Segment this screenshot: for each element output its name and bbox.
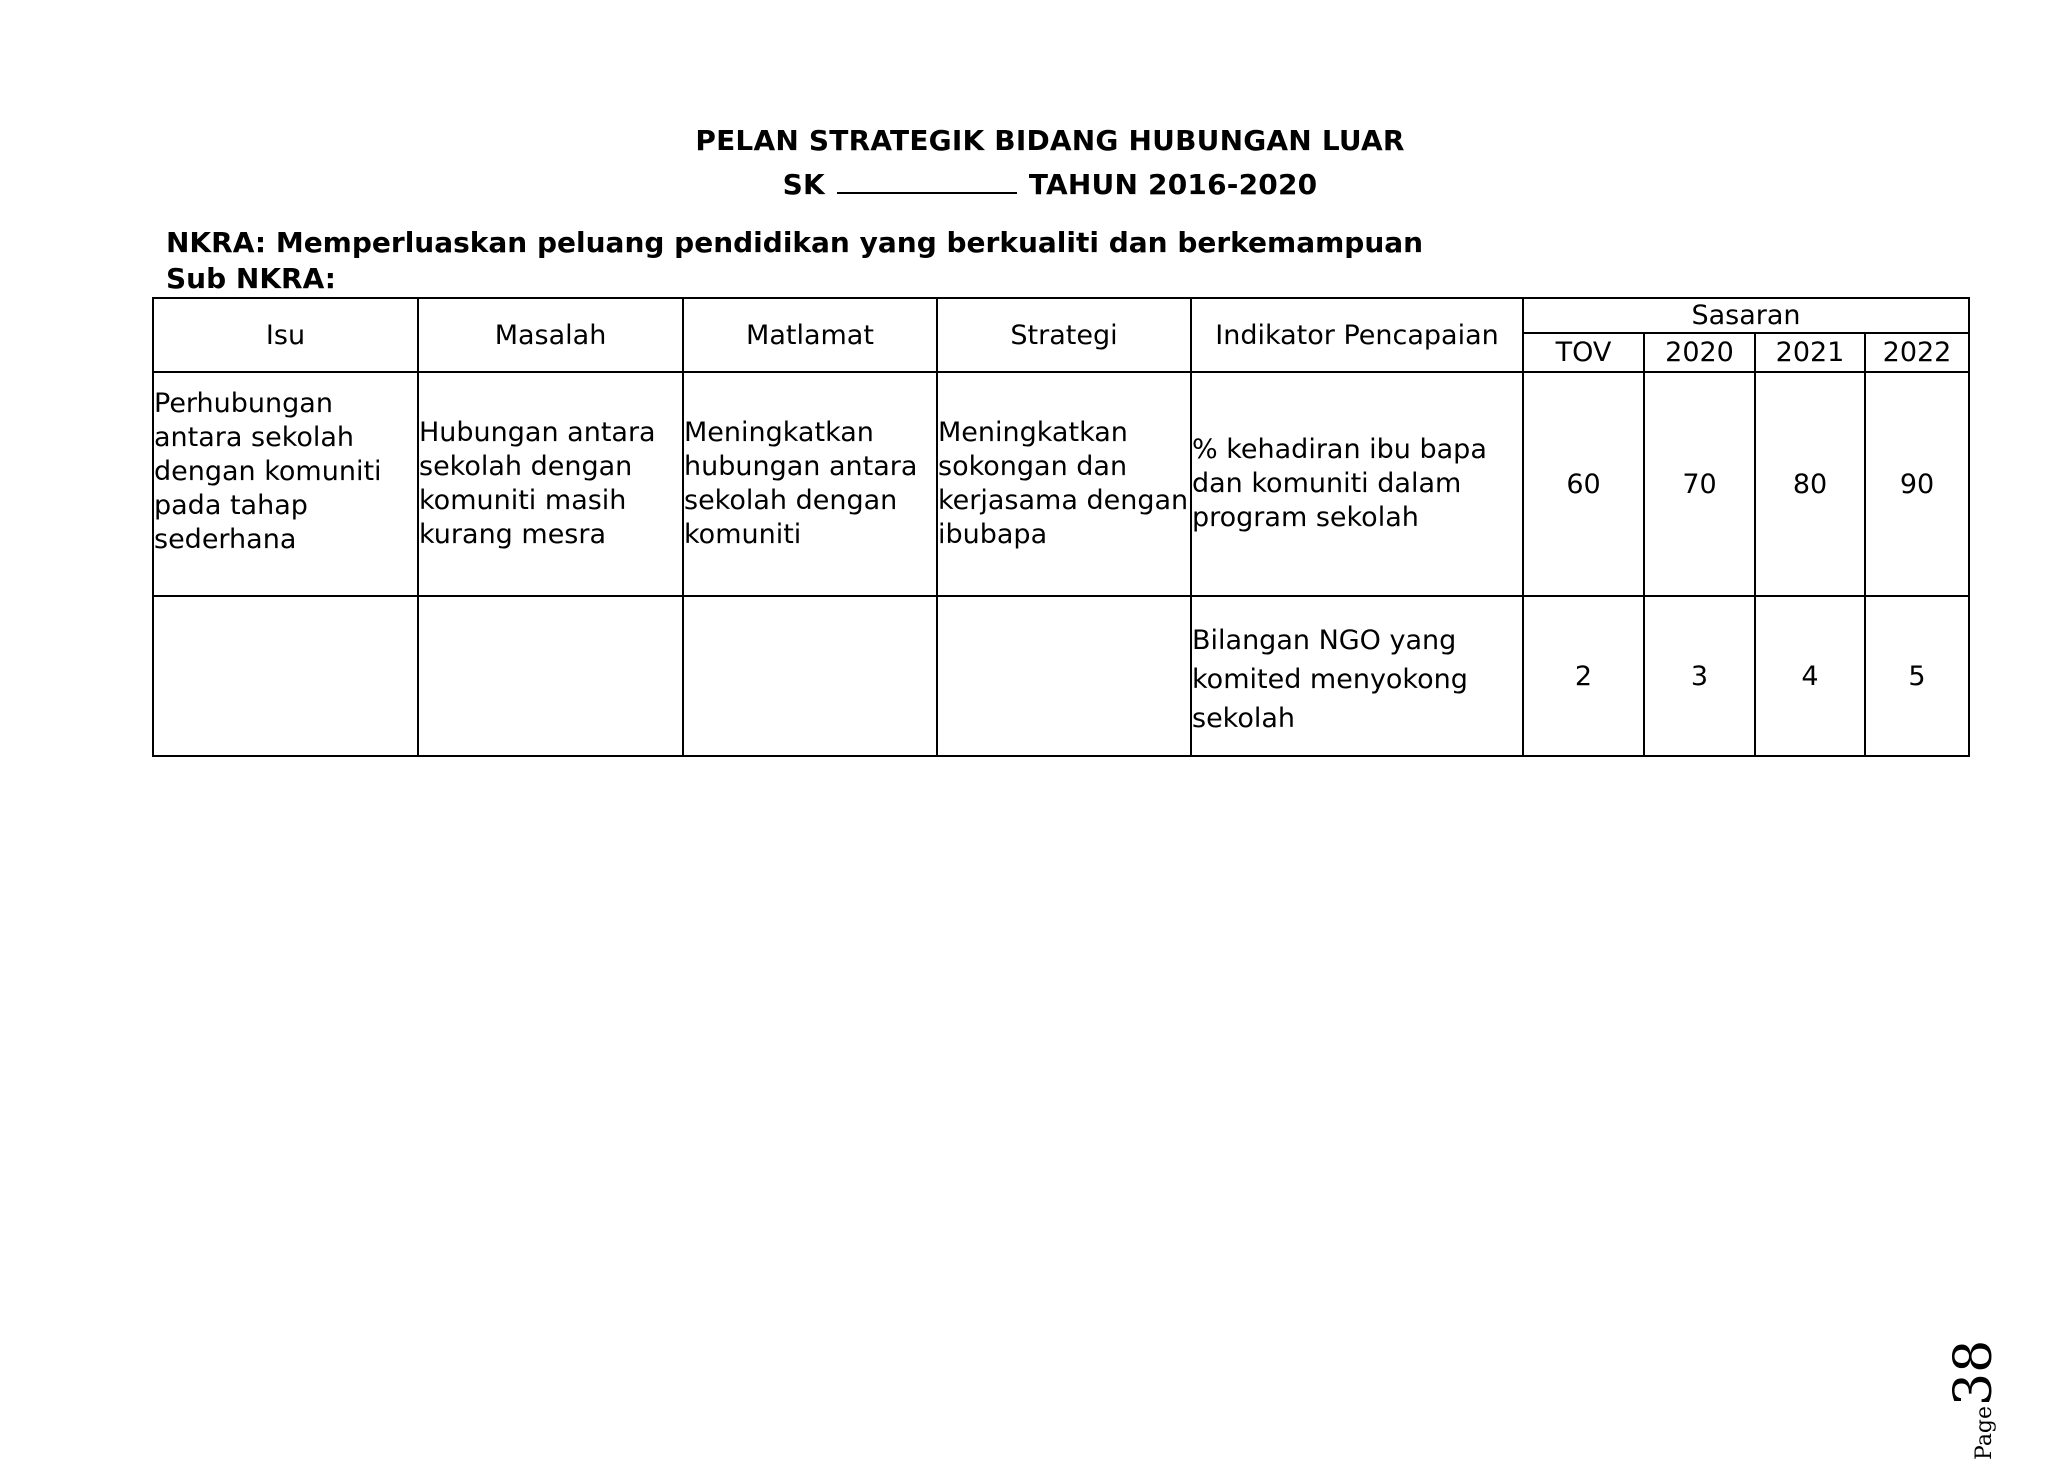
school-name-blank [837, 170, 1017, 194]
cell-target-2021: 4 [1755, 596, 1865, 756]
table-row [153, 596, 1969, 756]
col-header-sasaran: Sasaran [1523, 298, 1969, 333]
cell-target-2022: 90 [1865, 372, 1969, 596]
cell-strategi [937, 596, 1191, 756]
col-header-matlamat: Matlamat [683, 298, 937, 372]
col-header-2022: 2022 [1865, 333, 1969, 372]
cell-target-2021: 80 [1755, 372, 1865, 596]
cell-matlamat: Meningkatkan hubungan antara sekolah dengan komuniti [683, 372, 937, 596]
table-row [153, 372, 1969, 596]
cell-isu: Perhubungan antara sekolah dengan komuniti pada tahap sederhana [153, 372, 418, 596]
document-title: PELAN STRATEGIK BIDANG HUBUNGAN LUAR [695, 124, 1405, 157]
col-header-tov: TOV [1523, 333, 1644, 372]
cell-target-2020: 3 [1644, 596, 1755, 756]
document-subtitle [0, 168, 2048, 201]
page-number-label [1944, 1339, 2048, 1460]
col-header-strategi: Strategi [937, 298, 1191, 372]
cell-target-2022: 5 [1865, 596, 1969, 756]
sk-prefix: SK [782, 168, 825, 201]
cell-target-tov: 60 [1523, 372, 1644, 596]
cell-indikator: Bilangan NGO yang komited menyokong sekolah [1191, 596, 1523, 756]
page-number: 38 [1944, 1339, 2004, 1406]
cell-target-tov: 2 [1523, 596, 1644, 756]
col-header-masalah: Masalah [418, 298, 683, 372]
sk-suffix: TAHUN 2016-2020 [1028, 168, 1318, 201]
cell-masalah [418, 596, 683, 756]
col-header-indikator: Indikator Pencapaian [1191, 298, 1523, 372]
cell-masalah: Hubungan antara sekolah dengan komuniti masih kurang mesra [418, 372, 683, 596]
page-word: Page [1972, 1405, 1997, 1460]
cell-strategi: Meningkatkan sokongan dan kerjasama dengan ibubapa [937, 372, 1191, 596]
nkra-heading: NKRA: Memperluaskan peluang pendidikan yang berkualiti dan berkemampuan [166, 226, 1424, 259]
strategic-plan-table [152, 297, 1970, 757]
cell-isu [153, 596, 418, 756]
col-header-2020: 2020 [1644, 333, 1755, 372]
cell-indikator: % kehadiran ibu bapa dan komuniti dalam program sekolah [1191, 372, 1523, 596]
sub-nkra-heading: Sub NKRA: [166, 262, 336, 295]
cell-target-2020: 70 [1644, 372, 1755, 596]
cell-matlamat [683, 596, 937, 756]
col-header-2021: 2021 [1755, 333, 1865, 372]
col-header-isu: Isu [153, 298, 418, 372]
